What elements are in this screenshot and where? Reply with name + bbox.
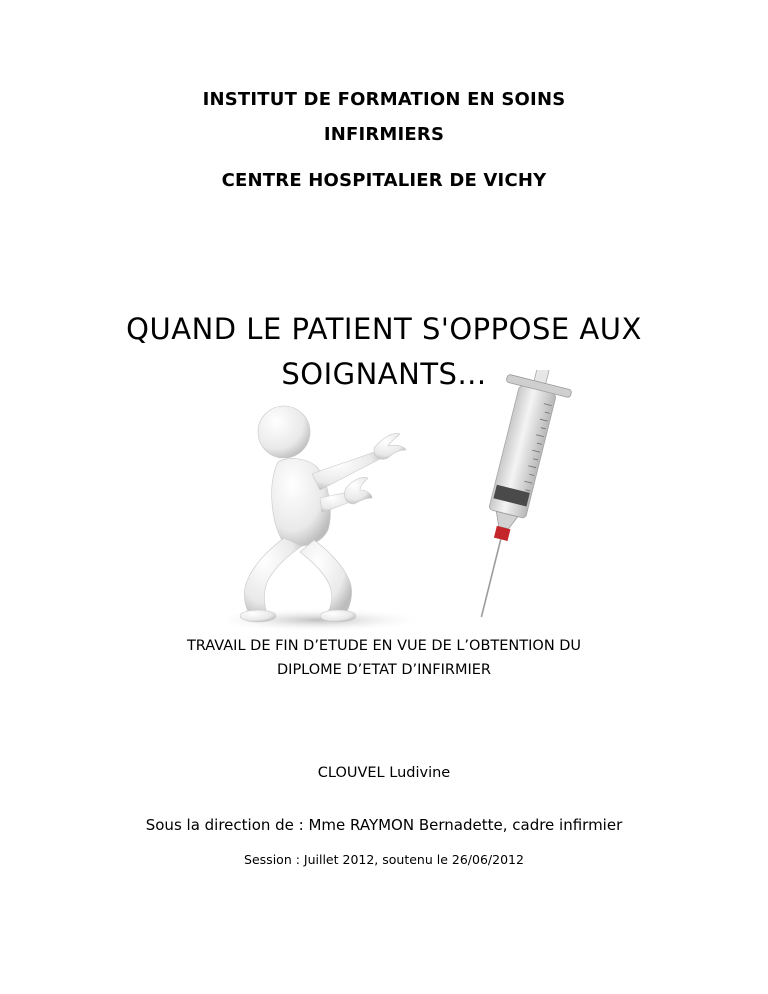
- thesis-title-line2: SOIGNANTS...: [281, 357, 487, 391]
- syringe-icon: [449, 370, 579, 625]
- hospital-name: CENTRE HOSPITALIER DE VICHY: [221, 170, 547, 191]
- cover-illustration: [228, 370, 598, 632]
- author-name: CLOUVEL Ludivine: [317, 765, 451, 781]
- subtitle-line2: DIPLOME D’ETAT D’INFIRMIER: [277, 662, 491, 678]
- frightened-figure-icon: [240, 406, 406, 622]
- thesis-title-line1: QUAND LE PATIENT S'OPPOSE AUX: [126, 312, 642, 346]
- institute-name-line2: INFIRMIERS: [323, 124, 445, 145]
- supervisor-line: Sous la direction de : Mme RAYMON Bernadette, cadre infirmier: [145, 816, 623, 834]
- institute-name-line1: INSTITUT DE FORMATION EN SOINS: [202, 89, 566, 110]
- subtitle-line1: TRAVAIL DE FIN D’ETUDE EN VUE DE L’OBTENTION DU: [186, 638, 582, 654]
- session-date: Session : Juillet 2012, soutenu le 26/06/2012: [244, 852, 524, 867]
